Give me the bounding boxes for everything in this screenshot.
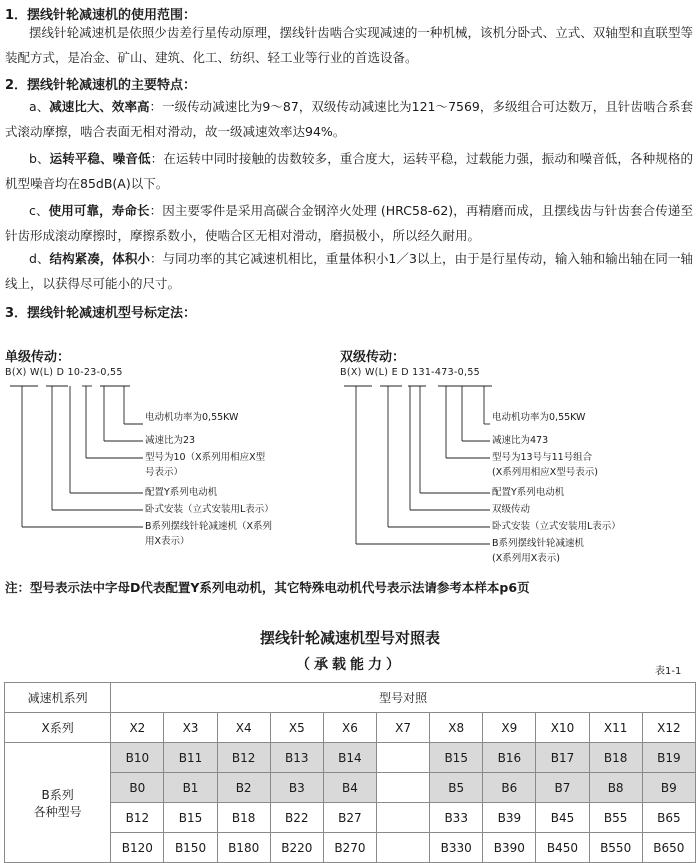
table-cell: B390 <box>483 833 536 863</box>
table-cell: B33 <box>430 803 483 833</box>
feature-text: ：因主要零件是采用高碳合金钢淬火处理 (HRC58-62)，再精磨而成，且摆线齿与针齿套合传递至针齿形成滚动摩擦时，摩擦系数小，使啮合区无相对滑动，磨损极小，所以经久耐用。 <box>5 203 693 243</box>
table-cell: B8 <box>589 773 642 803</box>
feature-title: 运转平稳、噪音低 <box>49 151 151 166</box>
double-stage-title: 双级传动： <box>340 350 406 365</box>
table-cell: B11 <box>164 743 217 773</box>
table-cell: B16 <box>483 743 536 773</box>
table-cell: X7 <box>377 713 430 743</box>
x-series-label: X系列 <box>5 713 111 743</box>
table-cell: B13 <box>270 743 323 773</box>
table-cell: X9 <box>483 713 536 743</box>
label-model-cont: (X系列用相应X型号表示) <box>492 467 598 478</box>
feature-lead: d、 <box>29 251 50 266</box>
label-b-series-cont: 用X表示） <box>145 536 190 547</box>
table-header-row <box>5 683 696 713</box>
table-cell: B14 <box>323 743 376 773</box>
table-cell: B39 <box>483 803 536 833</box>
table-cell: X4 <box>217 713 270 743</box>
table-cell: B650 <box>642 833 695 863</box>
single-stage-title: 单级传动： <box>5 350 71 365</box>
table-cell: B9 <box>642 773 695 803</box>
table-cell: B5 <box>430 773 483 803</box>
label-ratio: 减速比为23 <box>145 435 196 446</box>
span-header: 型号对照 <box>111 683 696 713</box>
feature-lead: a、 <box>29 99 50 114</box>
table-cell: B330 <box>430 833 483 863</box>
label-model: 型号为13号与11号组合 <box>492 452 593 463</box>
table-ref: 表1-1 <box>655 666 682 677</box>
label-model-cont: 号表示） <box>145 467 184 478</box>
table-cell: X11 <box>589 713 642 743</box>
table-title: 摆线针轮减速机型号对照表 <box>259 629 440 647</box>
table-cell: B19 <box>642 743 695 773</box>
table-cell: X5 <box>270 713 323 743</box>
label-motor-power: 电动机功率为0,55KW <box>492 412 586 423</box>
single-stage-code: B(X) W(L) D 10-23-0,55 <box>5 367 123 378</box>
label-y-motor: 配置Y系列电动机 <box>492 487 565 498</box>
table-cell: B18 <box>217 803 270 833</box>
table-cell: B15 <box>164 803 217 833</box>
table-cell: B27 <box>323 803 376 833</box>
table-cell: B270 <box>323 833 376 863</box>
table-cell <box>377 743 430 773</box>
table-cell <box>377 833 430 863</box>
table-cell: B220 <box>270 833 323 863</box>
table-cell: B7 <box>536 773 589 803</box>
label-motor-power: 电动机功率为0,55KW <box>145 412 239 423</box>
table-cell: X12 <box>642 713 695 743</box>
feature-text: ：与同功率的其它减速机相比，重量体积小1／3以上，由于是行星传动，输入轴和输出轴在同一轴线上，以获得尽可能小的尺寸。 <box>5 251 693 291</box>
table-cell: B45 <box>536 803 589 833</box>
label-b-series: B系列摆线针轮减速机 <box>492 538 585 549</box>
b-series-label-line2: 各种型号 <box>33 804 82 819</box>
table-cell: X8 <box>430 713 483 743</box>
label-horizontal: 卧式安装（立式安装用L表示） <box>492 521 621 532</box>
table-cell: B4 <box>323 773 376 803</box>
table-cell: B22 <box>270 803 323 833</box>
x-series-row <box>5 713 696 743</box>
feature-text: ：一级传动减速比为9～87，双级传动减速比为121～7569，多级组合可达数万，且针齿啮合系套式滚动摩擦，啮合表面无相对滑动，故一级减速效率达94%。 <box>5 99 693 139</box>
feature-text: ：在运转中同时接触的齿数较多，重合度大，运转平稳，过载能力强，振动和噪音低，各种规格的机型噪音均在85dB(A)以下。 <box>5 151 693 191</box>
label-double-stage: 双级传动 <box>492 504 531 515</box>
table-cell: X3 <box>164 713 217 743</box>
section-3-heading: 3．摆线针轮减速机型号标定法： <box>5 306 197 321</box>
feature-lead: c、 <box>29 203 49 218</box>
table-cell <box>377 803 430 833</box>
double-stage-code: B(X) W(L) E D 131-473-0,55 <box>340 367 481 378</box>
section-1-heading: 1．摆线针轮减速机的使用范围： <box>5 8 197 23</box>
table-cell: B180 <box>217 833 270 863</box>
col-header: 减速机系列 <box>5 683 111 713</box>
table-cell: B15 <box>430 743 483 773</box>
b-series-label-line1: B系列 <box>41 787 74 802</box>
table-cell: B10 <box>111 743 164 773</box>
table-cell: X2 <box>111 713 164 743</box>
table-cell: B12 <box>111 803 164 833</box>
table-cell <box>377 773 430 803</box>
table-cell: X6 <box>323 713 376 743</box>
label-b-series-cont: (X系列用X表示) <box>492 553 560 564</box>
table-cell: B1 <box>164 773 217 803</box>
table-cell: B0 <box>111 773 164 803</box>
table-subtitle: （承载能力） <box>296 657 404 673</box>
label-y-motor: 配置Y系列电动机 <box>145 487 218 498</box>
table-cell: B17 <box>536 743 589 773</box>
table-cell: B18 <box>589 743 642 773</box>
label-ratio: 减速比为473 <box>492 435 549 446</box>
feature-title: 减速比大、效率高 <box>49 99 150 114</box>
feature-lead: b、 <box>29 151 50 166</box>
label-model: 型号为10（X系列用相应X型 <box>145 452 266 463</box>
table-cell: X10 <box>536 713 589 743</box>
feature-title: 使用可靠，寿命长 <box>48 203 150 218</box>
label-horizontal: 卧式安装（立式安装用L表示） <box>145 504 274 515</box>
label-b-series: B系列摆线针轮减速机（X系列 <box>145 521 273 532</box>
table-cell: B3 <box>270 773 323 803</box>
table-cell: B550 <box>589 833 642 863</box>
b-series-label <box>5 743 111 863</box>
feature-title: 结构紧凑，体积小 <box>49 251 150 266</box>
note: 注：型号表示法中字母D代表配置Y系列电动机，其它特殊电动机代号表示法请参考本样本p6页 <box>5 580 530 595</box>
model-comparison-table <box>4 682 696 863</box>
table-cell: B12 <box>217 743 270 773</box>
section-2-heading: 2．摆线针轮减速机的主要特点： <box>5 78 197 93</box>
table-cell: B120 <box>111 833 164 863</box>
table-cell: B450 <box>536 833 589 863</box>
table-cell: B2 <box>217 773 270 803</box>
table-cell: B55 <box>589 803 642 833</box>
table-cell: B6 <box>483 773 536 803</box>
table-cell: B150 <box>164 833 217 863</box>
table-cell: B65 <box>642 803 695 833</box>
b-series-row <box>5 743 696 773</box>
section-1-body: 摆线针轮减速机是依照少齿差行星传动原理，摆线针齿啮合实现减速的一种机械，该机分卧式、立式、双轴型和直联型等装配方式，是冶金、矿山、建筑、化工、纺织、轻工业等行业的首选设备。 <box>5 25 693 65</box>
